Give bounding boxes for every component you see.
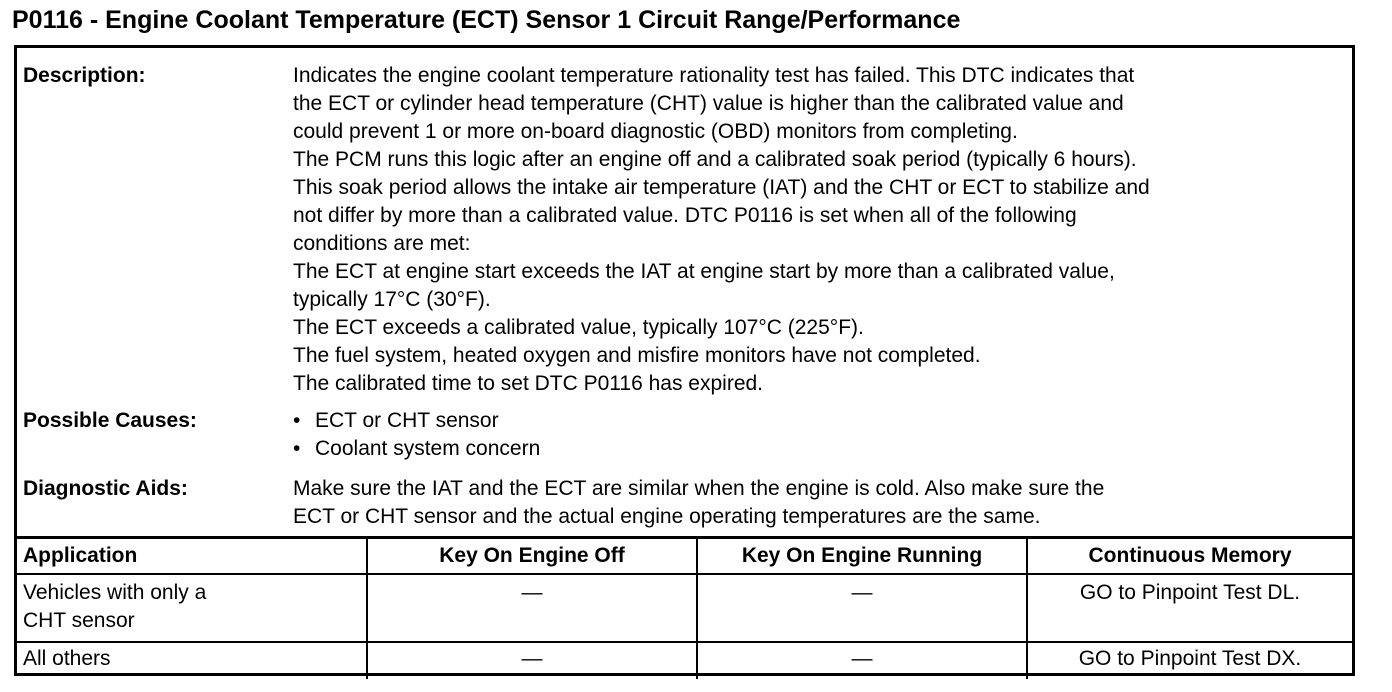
continuous-memory-cell: GO to Pinpoint Test DL. [1027, 574, 1352, 642]
koeo-cell: — [367, 574, 697, 642]
possible-causes-label: Possible Causes: [23, 409, 197, 432]
description-line: The PCM runs this logic after an engine off and a calibrated soak period (typically 6 hours). [293, 148, 1137, 171]
diagnostic-aids-text [293, 475, 1353, 531]
application-line: All others [23, 647, 111, 670]
header-koer: Key On Engine Running [697, 538, 1027, 575]
koer-cell: — [697, 642, 1027, 679]
diagnostic-aids-line: Make sure the IAT and the ECT are similar when the engine is cold. Also make sure the [293, 477, 1105, 500]
description-line: typically 17°C (30°F). [293, 288, 491, 311]
dtc-info-box [14, 45, 1355, 676]
description-line: The calibrated time to set DTC P0116 has expired. [293, 372, 764, 395]
application-cell [17, 642, 367, 679]
description-line: the ECT or cylinder head temperature (CHT) value is higher than the calibrated value and [293, 92, 1124, 115]
application-line: CHT sensor [23, 609, 135, 632]
application-table [17, 536, 1352, 679]
page-title: P0116 - Engine Coolant Temperature (ECT) Sensor 1 Circuit Range/Performance [12, 6, 961, 34]
description-line: not differ by more than a calibrated value. DTC P0116 is set when all of the following [293, 204, 1077, 227]
koeo-cell: — [367, 642, 697, 679]
application-line: Vehicles with only a [23, 581, 207, 604]
koer-cell: — [697, 574, 1027, 642]
application-cell [17, 574, 367, 642]
table-row [17, 574, 1352, 642]
cause-item: • Coolant system concern [293, 435, 1353, 463]
description-line: could prevent 1 or more on-board diagnostic (OBD) monitors from completing. [293, 120, 1018, 143]
description-text [293, 62, 1353, 398]
description-line: Indicates the engine coolant temperature rationality test has failed. This DTC indicates that [293, 64, 1135, 87]
description-line: The fuel system, heated oxygen and misfire monitors have not completed. [293, 344, 981, 367]
header-application: Application [17, 538, 367, 575]
header-koeo: Key On Engine Off [367, 538, 697, 575]
cause-item: • ECT or CHT sensor [293, 407, 1353, 435]
diagnostic-aids-label: Diagnostic Aids: [23, 477, 188, 500]
diagnostic-aids-line: ECT or CHT sensor and the actual engine operating temperatures are the same. [293, 505, 1041, 528]
application-table-wrap [17, 536, 1352, 679]
description-line: The ECT exceeds a calibrated value, typically 107°C (225°F). [293, 316, 864, 339]
table-header-row [17, 538, 1352, 575]
continuous-memory-cell: GO to Pinpoint Test DX. [1027, 642, 1352, 679]
description-label: Description: [23, 64, 146, 87]
table-row [17, 642, 1352, 679]
description-line: The ECT at engine start exceeds the IAT at engine start by more than a calibrated value, [293, 260, 1115, 283]
possible-causes-list [293, 407, 1353, 463]
description-line: conditions are met: [293, 232, 471, 255]
header-continuous-memory: Continuous Memory [1027, 538, 1352, 575]
description-line: This soak period allows the intake air temperature (IAT) and the CHT or ECT to stabilize and [293, 176, 1150, 199]
